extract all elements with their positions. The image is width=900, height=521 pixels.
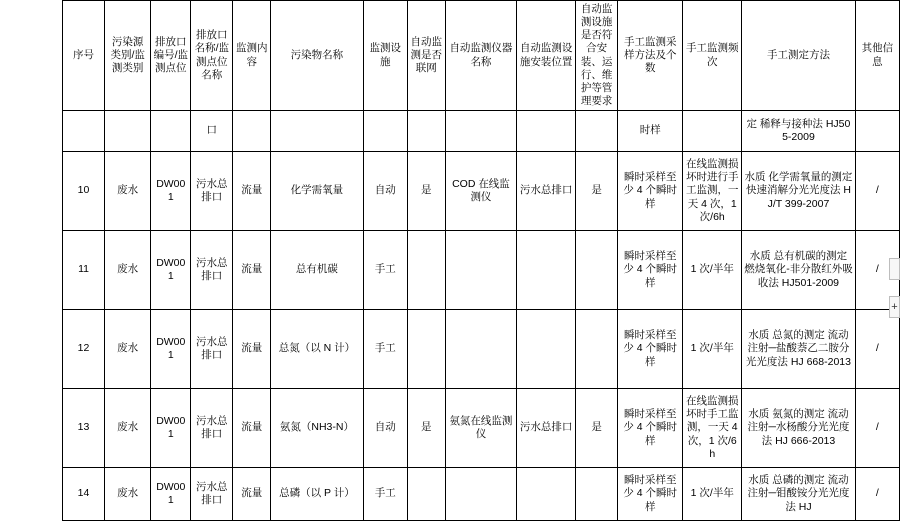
cell-no — [63, 111, 105, 152]
cell-pollutant: 氨氮（NH3-N） — [271, 389, 364, 468]
expand-button[interactable]: + — [889, 296, 900, 318]
cell-category: 废水 — [105, 310, 151, 389]
cell-outlet-name: 污水总排口 — [191, 152, 233, 231]
cell-instrument — [445, 310, 517, 389]
cell-manual-sampling: 瞬时采样至少 4 个瞬时样 — [618, 389, 683, 468]
cell-no: 13 — [63, 389, 105, 468]
cell-category — [105, 111, 151, 152]
cell-manual-method: 水质 化学需氧量的测定 快速消解分光光度法 HJ/T 399-2007 — [742, 152, 856, 231]
cell-networked — [407, 111, 445, 152]
cell-install-position — [517, 111, 576, 152]
cell-outlet-name: 污水总排口 — [191, 310, 233, 389]
cell-networked — [407, 310, 445, 389]
header-content: 监测内容 — [233, 1, 271, 111]
cell-manual-frequency: 在线监测损坏时手工监测，一天 4 次，1 次/6h — [683, 389, 742, 468]
cell-manual-sampling: 瞬时采样至少 4 个瞬时样 — [618, 468, 683, 521]
header-manual-sampling: 手工监测采样方法及个数 — [618, 1, 683, 111]
cell-category: 废水 — [105, 389, 151, 468]
cell-compliant: 是 — [576, 152, 618, 231]
cell-instrument — [445, 468, 517, 521]
cell-instrument — [445, 111, 517, 152]
table-header-row — [63, 1, 900, 111]
cell-pollutant: 总氮（以 N 计） — [271, 310, 364, 389]
left-gutter — [0, 0, 61, 481]
cell-instrument: 氨氮在线监测仪 — [445, 389, 517, 468]
cell-category: 废水 — [105, 231, 151, 310]
cell-other: / — [855, 231, 899, 310]
cell-pollutant: 总有机碳 — [271, 231, 364, 310]
cell-category: 废水 — [105, 468, 151, 521]
cell-other: / — [855, 152, 899, 231]
cell-content: 流量 — [233, 152, 271, 231]
cell-pollutant: 总磷（以 P 计） — [271, 468, 364, 521]
cell-install-position — [517, 468, 576, 521]
cell-no: 12 — [63, 310, 105, 389]
cell-install-position: 污水总排口 — [517, 389, 576, 468]
cell-content: 流量 — [233, 389, 271, 468]
monitoring-plan-table — [62, 0, 900, 521]
table-row — [63, 152, 900, 231]
cell-category: 废水 — [105, 152, 151, 231]
cell-facility: 手工 — [363, 310, 407, 389]
header-manual-frequency: 手工监测频次 — [683, 1, 742, 111]
cell-compliant: 是 — [576, 389, 618, 468]
header-outlet-name: 排放口名称/监测点位名称 — [191, 1, 233, 111]
cell-install-position — [517, 310, 576, 389]
cell-outlet-name: 污水总排口 — [191, 231, 233, 310]
cell-other — [855, 111, 899, 152]
cell-install-position — [517, 231, 576, 310]
cell-outlet-code: DW001 — [151, 468, 191, 521]
cell-outlet-name: 污水总排口 — [191, 389, 233, 468]
header-manual-method: 手工测定方法 — [742, 1, 856, 111]
cell-outlet-code: DW001 — [151, 231, 191, 310]
cell-manual-sampling: 瞬时采样至少 4 个瞬时样 — [618, 152, 683, 231]
cell-manual-sampling: 瞬时采样至少 4 个瞬时样 — [618, 310, 683, 389]
cell-pollutant: 化学需氧量 — [271, 152, 364, 231]
table-row — [63, 111, 900, 152]
cell-outlet-name: 口 — [191, 111, 233, 152]
cell-content: 流量 — [233, 468, 271, 521]
cell-no: 14 — [63, 468, 105, 521]
header-compliant: 自动监测设施是否符合安装、运行、维护等管理要求 — [576, 1, 618, 111]
cell-other: / — [855, 389, 899, 468]
cell-other: / — [855, 468, 899, 521]
cell-manual-method: 水质 总有机碳的测定 燃烧氧化-非分散红外吸收法 HJ501-2009 — [742, 231, 856, 310]
cell-outlet-code: DW001 — [151, 389, 191, 468]
cell-compliant — [576, 231, 618, 310]
cell-manual-method: 定 稀释与接种法 HJ505-2009 — [742, 111, 856, 152]
cell-content: 流量 — [233, 310, 271, 389]
cell-other: / — [855, 310, 899, 389]
cell-manual-frequency: 在线监测损坏时进行手工监测，一天 4 次，1 次/6h — [683, 152, 742, 231]
cell-networked — [407, 231, 445, 310]
cell-compliant — [576, 310, 618, 389]
cell-facility — [363, 111, 407, 152]
header-networked: 自动监测是否联网 — [407, 1, 445, 111]
header-pollutant: 污染物名称 — [271, 1, 364, 111]
header-no: 序号 — [63, 1, 105, 111]
cell-manual-frequency: 1 次/半年 — [683, 468, 742, 521]
cell-instrument — [445, 231, 517, 310]
cell-facility: 自动 — [363, 152, 407, 231]
cell-pollutant — [271, 111, 364, 152]
cell-outlet-name: 污水总排口 — [191, 468, 233, 521]
cell-networked — [407, 468, 445, 521]
cell-no: 11 — [63, 231, 105, 310]
table-row — [63, 389, 900, 468]
cell-facility: 手工 — [363, 231, 407, 310]
header-other: 其他信息 — [855, 1, 899, 111]
cell-manual-method: 水质 总磷的测定 流动注射─钼酸铵分光光度法 HJ — [742, 468, 856, 521]
scroll-handle[interactable] — [889, 258, 900, 280]
header-category: 污染源类别/监测类别 — [105, 1, 151, 111]
cell-manual-method: 水质 总氮的测定 流动注射─盐酸萘乙二胺分光光度法 HJ 668-2013 — [742, 310, 856, 389]
cell-compliant — [576, 468, 618, 521]
cell-content: 流量 — [233, 231, 271, 310]
cell-install-position: 污水总排口 — [517, 152, 576, 231]
cell-manual-frequency — [683, 111, 742, 152]
table-row — [63, 310, 900, 389]
cell-outlet-code: DW001 — [151, 152, 191, 231]
cell-outlet-code: DW001 — [151, 310, 191, 389]
table-row — [63, 468, 900, 521]
table-row — [63, 231, 900, 310]
header-instrument: 自动监测仪器名称 — [445, 1, 517, 111]
cell-manual-sampling: 时样 — [618, 111, 683, 152]
cell-facility: 手工 — [363, 468, 407, 521]
cell-facility: 自动 — [363, 389, 407, 468]
cell-networked: 是 — [407, 152, 445, 231]
cell-manual-sampling: 瞬时采样至少 4 个瞬时样 — [618, 231, 683, 310]
cell-manual-method: 水质 氨氮的测定 流动注射─水杨酸分光光度法 HJ 666-2013 — [742, 389, 856, 468]
cell-no: 10 — [63, 152, 105, 231]
cell-manual-frequency: 1 次/半年 — [683, 310, 742, 389]
cell-manual-frequency: 1 次/半年 — [683, 231, 742, 310]
header-outlet-code: 排放口编号/监测点位 — [151, 1, 191, 111]
header-facility: 监测设施 — [363, 1, 407, 111]
header-install-position: 自动监测设施安装位置 — [517, 1, 576, 111]
cell-content — [233, 111, 271, 152]
cell-outlet-code — [151, 111, 191, 152]
cell-networked: 是 — [407, 389, 445, 468]
cell-instrument: COD 在线监测仪 — [445, 152, 517, 231]
cell-compliant — [576, 111, 618, 152]
